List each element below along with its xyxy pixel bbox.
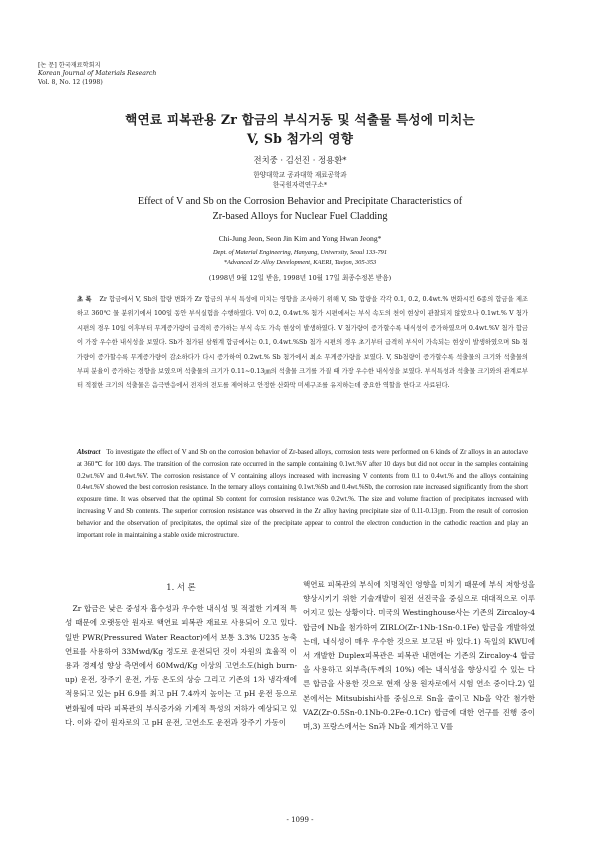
received-dates: (1998년 9월 12일 받음, 1998년 10월 17일 최종수정본 받음) [208,274,392,282]
korean-affiliation [0,170,600,190]
english-affiliation-line-1: Dept. of Material Engineering, Hanyang, University, Seoul 133-791 [212,249,388,256]
english-authors: Chi-Jung Jeon, Seon Jin Kim and Yong Hwan Jeong* [218,234,382,243]
english-title [0,194,600,224]
section-heading: 1. 서 론 [166,582,196,592]
left-column-text: Zr 합금은 낮은 중성자 흡수성과 우수한 내식성 및 적절한 기계적 특성 때문에 오랫동안 원자로 핵연료 피복관 재료로 사용되어 오고 있다. 일반 PWR(Pressured Water Reactor)에서 보통 3.3% U235 농축 연료를 사용하여 33Mwd/Kg 정도로 운전되던 것이 자원의 효율적 이용과 경제성 향상 측면에서 60Mwd/Kg 이상의 고연소도(high burn-up) 운전, 장주기 운전, 가동 온도의 상승 그리고 기존의 1차 냉각재에 적용되고 있는 pH 6.9를 최고 pH 7.4까지 높이는 고 pH 운전 등으로 변화될에 따라 피복관의 부식증가와 기계적 특성의 저하가 예상되고 있다. 이와 같이 원자로의 고 pH 운전, 고연소도 운전과 장주기 가동이 [65,604,297,727]
right-column [303,578,535,734]
journal-header [38,62,156,87]
korean-affiliation-line-2: 한국원자력연구소* [272,181,328,189]
english-affiliation [0,248,600,268]
english-abstract [77,447,528,541]
journal-volume: Vol. 8, No. 12 (1998) [38,78,103,86]
english-abstract-label: Abstract [77,449,101,456]
korean-affiliation-line-1: 한양대학교 공과대학 재료공학과 [253,171,347,179]
journal-name: Korean Journal of Materials Research [38,70,157,78]
korean-abstract-label: 초 록 [77,296,92,303]
korean-abstract [77,293,528,394]
korean-title-line-1: 핵연료 피복관용 Zr 합금의 부식거동 및 석출물 특성에 미치는 [125,112,475,127]
english-title-line-2: Zr-based Alloys for Nuclear Fuel Cladding [212,211,388,222]
english-affiliation-line-2: *Advanced Zr Alloy Development, KAERI, Taejon, 305-353 [223,259,377,266]
page-number: - 1099 - [286,816,314,824]
korean-abstract-text: Zr 합금에서 V, Sb의 합량 변화가 Zr 합금의 부식 특성에 미치는 영향을 조사하기 위해 V, Sb 합량을 각각 0.1, 0.2, 0.4wt.% 변화시킨 6종의 합금을 제조하고 360℃ 물 분위기에서 100일 동안 부식실험을 수행하였다. V이 0.2, 0.4wt.% 첨가 시편에서는 부식 속도의 천이 현상이 관찰되지 않았으나 0.1wt.% V 첨가 시편의 경우 10일 이후부터 무게증가량이 급격히 증가하는 부식 속도 가속 현상이 발생하였다. V 첨가량이 증가할수록 내식성이 증가하였으며 0.4wt.%V 첨가 합금이 가장 우수한 내식성을 보였다. Sb가 첨가된 삼원계 합금에서는 0.1, 0.4wt.%Sb 첨가 시편의 경우 초기부터 급격히 부식이 가속되는 현상이 발생하였으며 Sb 첨가량이 증가할수록 무게증가량이 감소하다가 다시 증가하여 0.2wt.% Sb 첨가에서 최소 무게증가량을 보였다. V, Sb첨량이 증가할수록 석출물의 크기와 석출물의 부피 분율이 증가하는 경향을 보였으며 석출물의 크기가 0.11~0.13㎛의 석출물 크기를 가질 때 가장 우수한 내식성을 보였다. 부식특성과 석출물 크기와의 관계로부터 적절한 크기의 석출물은 음극반응에서 전자의 전도를 제어하고 안정한 산화막 미세구조를 유지하는데 중요한 역할을 한다고 사료된다. [77,296,528,390]
korean-title [0,110,600,148]
korean-authors: 전치중 · 김선진 · 정용환* [253,155,347,165]
journal-category: [논 문] 한국재료학회지 [38,62,101,69]
korean-title-line-2: V, Sb 첨가의 영향 [246,131,354,146]
left-column [65,580,297,730]
english-abstract-text: To investigate the effect of V and Sb on the corrosion behavior of Zr-based alloys, corrosion tests were performed on 6 kinds of Zr alloys in an autoclave at 360℃ for 100 days. The transition of the corrosion rate occurred in the sample containing 0.1wt.%V after 10 days but did not occur in the samples containing 0.2wt.%V and 0.4wt.%V. The corrosion resistance of V containing alloys increased with increasing V contents from 0.1 to 0.4wt.% and the alloys containing 0.4wt.%V showed the best corrosion resistance. In the ternary alloys containing 0.1wt.%Sb and 0.4wt.%Sb, the corrosion rate increased significantly from the short exposure time. It was observed that the optimal Sb content for corrosion resistance was 0.2wt.%. The size and volume fraction of precipitates increased with increasing V and Sb contents. The superior corrosion resistance was observed in the Zr alloy having precipitate size of 0.11-0.13㎛. From the result of corrosion behavior and the observation of precipitates, the optimal size of the precipitate appear to control the electron conduction in the cathodic reaction and play an important role in maintaining a stable oxide microstructure. [77,449,528,539]
right-column-text: 핵연료 피복관의 부식에 치명적인 영향을 미치기 때문에 부식 저항성을 향상시키기 위한 기술개발이 원전 선진국을 중심으로 대대적으로 이루어지고 있는 상황이다. 미국의 Westinghouse사는 기존의 Zircaloy-4 합금에 Nb을 첨가하여 ZIRLO(Zr-1Nb-1Sn-0.1Fe) 합금을 개발하였는데, 내식성이 매우 우수한 것으로 보고된 바 있다.1) 독일의 KWU에서 개발한 Duplex피복관은 피복관 내면에는 기존의 Zircaloy-4 합금을 사용하고 외부측(두께의 10%) 에는 내식성을 향상시킬 수 있는 다른 합금을 사용한 것으로 현재 상용 원자로에서 시험 연소 중이다.2) 일본에서는 Mitsubishi사를 중심으로 Sn을 줄이고 Nb을 약간 첨가한 VAZ(Zr-0.5Sn-0.1Nb-0.2Fe-0.1Cr) 합금에 대한 연구를 진행 중이며,3) 프랑스에서는 Sn과 Nb을 제거하고 V를 [303,580,535,732]
english-title-line-1: Effect of V and Sb on the Corrosion Behavior and Precipitate Characteristics of [137,196,463,207]
